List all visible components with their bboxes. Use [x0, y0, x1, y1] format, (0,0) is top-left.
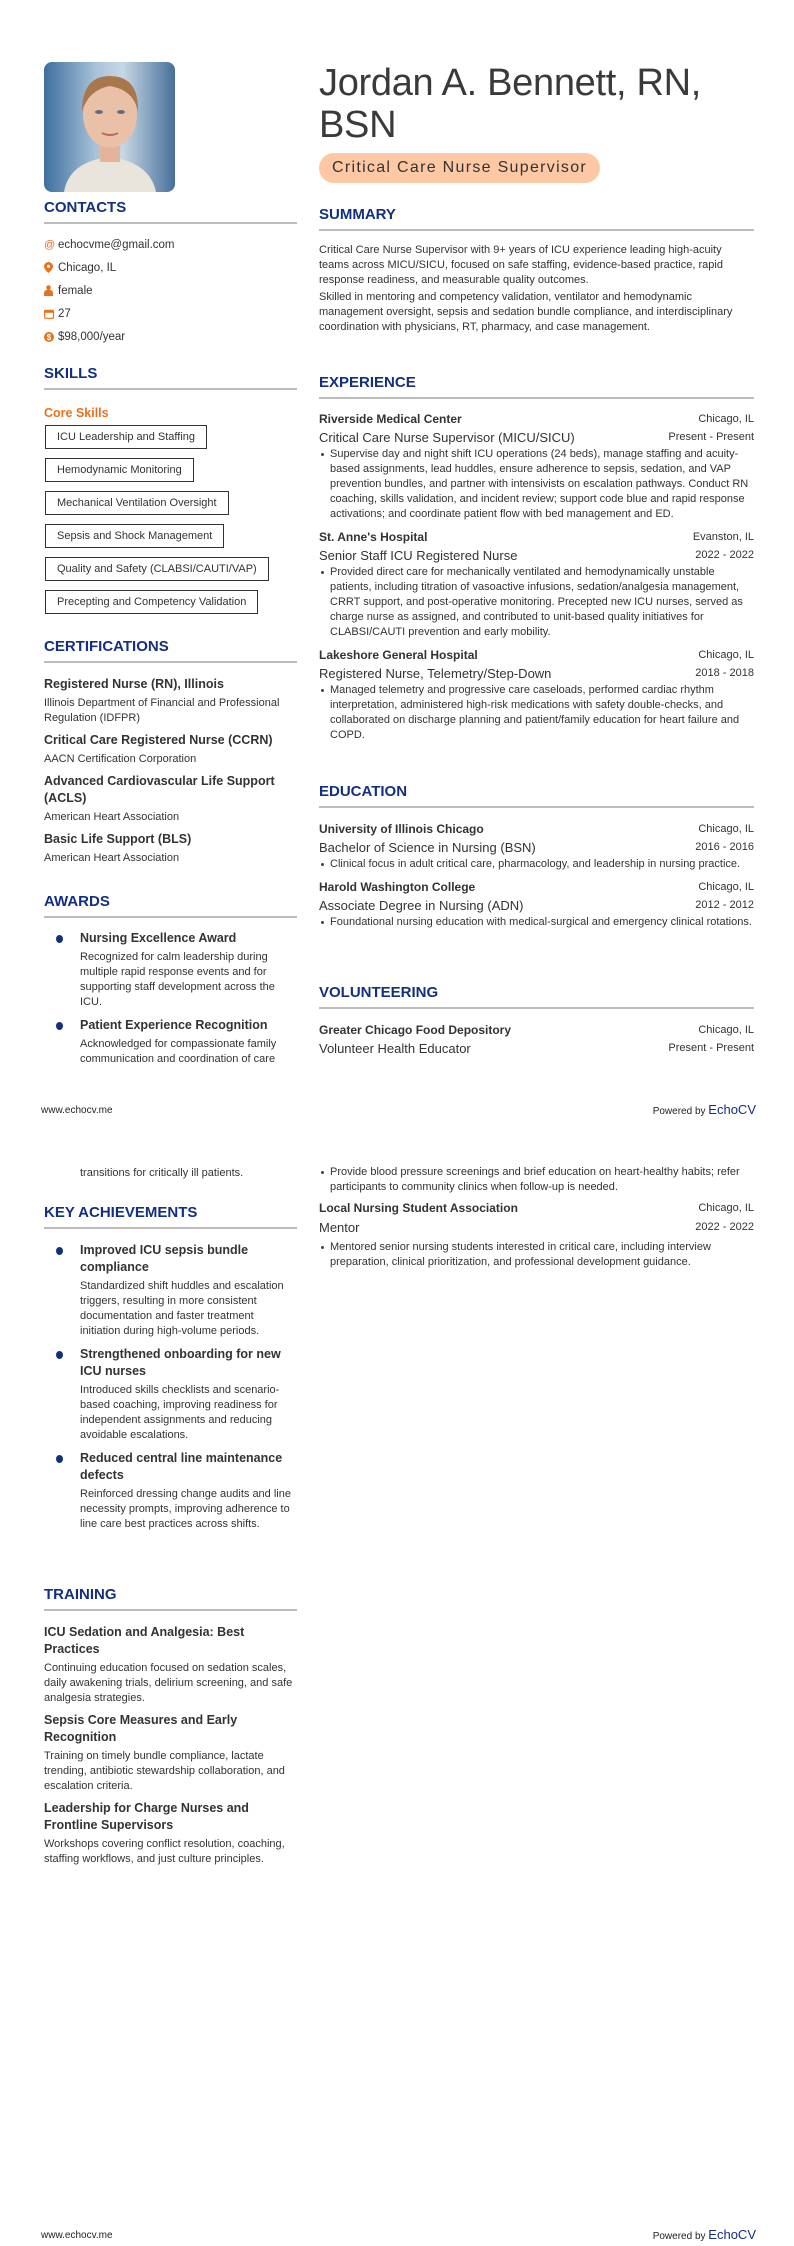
summary-paragraph: Critical Care Nurse Supervisor with 9+ years of ICU experience leading high-acuity teams across MICU/SICU, focused on safe staffing, evidence-based practice, rapid response readiness, and measurable quality outcomes.	[319, 244, 723, 286]
footer-powered-by	[653, 1102, 756, 1117]
entry-dates: 2018 - 2018	[695, 667, 754, 679]
bullet-item: Mentored senior nursing students interested in critical care, including interview preparation, clinical prioritization, and professional development guidance.	[319, 1240, 754, 1270]
experience-section	[319, 373, 754, 749]
dollar-icon	[44, 332, 58, 342]
bullet-item: Supervise day and night shift ICU operations (24 beds), manage staffing and acuity-based assignments, lead huddles, ensure adherence to sepsis, sedation, and VAP prevention bundles, and partner with intensivists on escalation pathways. Conduct RN coaching, skills validation, and incident review; support code blue and rapid response activations; and coordinate patient flow with bed management and ED.	[319, 447, 754, 522]
brand-logo: EchoCV	[708, 2227, 756, 2242]
entry-role: Critical Care Nurse Supervisor (MICU/SICU)	[319, 429, 575, 445]
certification-issuer: American Heart Association	[44, 852, 180, 864]
training-title: Leadership for Charge Nurses and Frontline Supervisors	[44, 1801, 249, 1832]
contact-item	[44, 233, 297, 256]
bullet-item: Managed telemetry and progressive care caseloads, performed cardiac rhythm interpretation, administered high-risk medications with safety double-checks, and collaborated on discharge planning and patient/family education for heart failure and COPD.	[319, 683, 754, 743]
volunteering-section	[319, 983, 754, 1063]
entry-location: Chicago, IL	[698, 413, 754, 425]
entry-dates: Present - Present	[668, 1042, 754, 1054]
experience-entry	[319, 410, 754, 522]
certification-title: Basic Life Support (BLS)	[44, 832, 192, 846]
training-item	[44, 1712, 297, 1794]
entry-org: Local Nursing Student Association	[319, 1201, 518, 1215]
certification-title: Registered Nurse (RN), Illinois	[44, 677, 224, 691]
entry-subheader	[319, 546, 754, 564]
achievements-item	[44, 1450, 297, 1532]
entry-location: Evanston, IL	[692, 531, 754, 543]
certification-title: Critical Care Registered Nurse (CCRN)	[44, 733, 273, 747]
bullet-item: Provided direct care for mechanically ventilated and hemodynamically unstable patients, including titration of vasoactive infusions, sedation/analgesia management, CRRT support, and post-operative monitoring. Precepted new ICU nurses, served as charge nurse as assigned, and contributed to unit-based quality initiatives for CLABSI/CAUTI prevention and early mobility.	[319, 565, 754, 640]
bullet-dot-icon	[56, 1351, 63, 1359]
certification-item	[44, 831, 297, 866]
certifications-section	[44, 637, 297, 872]
svg-text:$: $	[46, 332, 52, 342]
certification-title: Advanced Cardiovascular Life Support (ACLS)	[44, 774, 275, 805]
award-desc-continued: transitions for critically ill patients.	[80, 1167, 244, 1179]
awards-title: Nursing Excellence Award	[80, 931, 237, 945]
entry-location: Chicago, IL	[698, 881, 754, 893]
training-item	[44, 1800, 297, 1867]
bullet-dot-icon	[56, 1455, 63, 1463]
name-line-1: Jordan A. Bennett, RN,	[319, 62, 702, 104]
skill-tag: Hemodynamic Monitoring	[45, 458, 194, 482]
awards-desc: Acknowledged for compassionate family communication and coordination of care	[80, 1038, 277, 1065]
section-heading: TRAINING	[44, 1585, 297, 1611]
entry-dates: 2022 - 2022	[695, 1221, 754, 1233]
entry-location: Chicago, IL	[698, 823, 754, 835]
entry-dates: 2016 - 2016	[695, 841, 754, 853]
education-entry	[319, 878, 754, 930]
entry-role: Bachelor of Science in Nursing (BSN)	[319, 839, 536, 855]
entry-location: Chicago, IL	[698, 649, 754, 661]
contacts-section	[44, 198, 297, 348]
entry-org: St. Anne's Hospital	[319, 530, 428, 544]
achievements-desc: Reinforced dressing change audits and line necessity prompts, improving adherence to line care best practices across shifts.	[80, 1488, 291, 1530]
skill-tag: ICU Leadership and Staffing	[45, 425, 207, 449]
entry-header	[319, 410, 754, 428]
training-desc: Training on timely bundle compliance, lactate trending, antibiotic stewardship collaboration, and escalation criteria.	[44, 1750, 285, 1792]
bullet-dot-icon	[56, 1022, 63, 1030]
section-heading: AWARDS	[44, 892, 297, 918]
section-heading: EXPERIENCE	[319, 373, 754, 399]
training-title: ICU Sedation and Analgesia: Best Practices	[44, 1625, 245, 1656]
summary-section	[319, 205, 754, 337]
contact-item	[44, 279, 297, 302]
skill-tag: Quality and Safety (CLABSI/CAUTI/VAP)	[45, 557, 269, 581]
volunteering-continued	[319, 1165, 754, 1276]
bullet-item: Foundational nursing education with medical-surgical and emergency clinical rotations.	[319, 915, 754, 930]
training-section	[44, 1585, 297, 1873]
footer-site-link[interactable]: www.echocv.me	[41, 2230, 113, 2241]
achievements-desc: Introduced skills checklists and scenario-based coaching, improving readiness for independent assignments and reducing avoidable escalations.	[80, 1384, 280, 1441]
entry-header	[319, 1021, 754, 1039]
achievements-title: Improved ICU sepsis bundle compliance	[80, 1243, 249, 1274]
skill-tag: Precepting and Competency Validation	[45, 590, 258, 614]
bullet-item: Provide blood pressure screenings and brief education on heart-healthy habits; refer participants to community clinics when follow-up is needed.	[319, 1165, 754, 1195]
entry-dates: 2012 - 2012	[695, 899, 754, 911]
entry-subheader	[319, 428, 754, 446]
volunteering-entry	[319, 1021, 754, 1057]
entry-org: Riverside Medical Center	[319, 412, 462, 426]
achievements-title: Strengthened onboarding for new ICU nurses	[80, 1347, 281, 1378]
footer-site-link[interactable]: www.echocv.me	[41, 1105, 113, 1116]
certification-issuer: AACN Certification Corporation	[44, 753, 197, 765]
training-item	[44, 1624, 297, 1706]
achievements-item	[44, 1346, 297, 1443]
candidate-name	[319, 62, 701, 146]
training-desc: Continuing education focused on sedation scales, daily awakening trials, delirium screening, and safe analgesia strategies.	[44, 1662, 293, 1704]
contact-text: female	[58, 284, 93, 297]
portrait-image	[44, 62, 175, 192]
contact-item	[44, 302, 297, 325]
powered-by-label: Powered by	[652, 1106, 706, 1117]
key-achievements-section	[44, 1203, 297, 1539]
entry-role: Registered Nurse, Telemetry/Step-Down	[319, 665, 552, 681]
achievements-desc: Standardized shift huddles and escalation triggers, resulting in more consistent documentation and faster treatment initiation during high-volume periods.	[80, 1280, 284, 1337]
skill-tag: Mechanical Ventilation Oversight	[45, 491, 229, 515]
entry-dates: 2022 - 2022	[695, 549, 754, 561]
entry-dates: Present - Present	[668, 431, 754, 443]
entry-location: Chicago, IL	[698, 1024, 754, 1036]
entry-role: Associate Degree in Nursing (ADN)	[319, 897, 524, 913]
entry-role: Volunteer Health Educator	[319, 1040, 471, 1056]
volunteering-entry	[319, 1199, 754, 1270]
skill-group-label: Core Skills	[44, 406, 109, 420]
powered-by-label: Powered by	[652, 2231, 706, 2242]
certification-issuer: American Heart Association	[44, 811, 180, 823]
certification-issuer: Illinois Department of Financial and Professional Regulation (IDFPR)	[44, 697, 280, 724]
entry-org: Lakeshore General Hospital	[319, 648, 478, 662]
at-icon: @	[44, 238, 56, 251]
skill-tag: Sepsis and Shock Management	[45, 524, 224, 548]
awards-item	[44, 1017, 297, 1067]
certification-item	[44, 773, 297, 825]
section-heading: CONTACTS	[44, 198, 297, 224]
calendar-icon	[44, 309, 58, 319]
contact-text: 27	[58, 307, 71, 320]
contact-text: echocvme@gmail.com	[58, 238, 175, 251]
achievements-title: Reduced central line maintenance defects	[80, 1451, 283, 1482]
training-title: Sepsis Core Measures and Early Recognition	[44, 1713, 238, 1744]
name-line-2: BSN	[319, 104, 397, 146]
training-desc: Workshops covering conflict resolution, coaching, staffing workflows, and just culture principles.	[44, 1838, 285, 1865]
awards-item	[44, 930, 297, 1010]
entry-subheader	[319, 664, 754, 682]
entry-header	[319, 646, 754, 664]
section-heading: SUMMARY	[319, 205, 754, 231]
section-heading: EDUCATION	[319, 782, 754, 808]
entry-location: Chicago, IL	[698, 1202, 754, 1214]
skills-section	[44, 364, 297, 623]
entry-subheader	[319, 838, 754, 856]
entry-subheader	[319, 896, 754, 914]
experience-entry	[319, 528, 754, 640]
footer-powered-by	[653, 2227, 756, 2242]
profile-photo	[44, 62, 175, 192]
summary-paragraph: Skilled in mentoring and competency validation, ventilator and hemodynamic management oversight, sepsis and sedation bundle compliance, and interdisciplinary coordination with physicians, RT, pharmacy, and case management.	[319, 291, 733, 333]
certification-item	[44, 676, 297, 726]
experience-entry	[319, 646, 754, 743]
section-heading: SKILLS	[44, 364, 297, 390]
contact-item	[44, 325, 297, 348]
awards-section	[44, 892, 297, 1074]
bullet-dot-icon	[56, 1247, 63, 1255]
entry-role: Senior Staff ICU Registered Nurse	[319, 547, 518, 563]
achievements-item	[44, 1242, 297, 1339]
section-heading: KEY ACHIEVEMENTS	[44, 1203, 297, 1229]
contact-item	[44, 256, 297, 279]
education-entry	[319, 820, 754, 872]
location-pin-icon	[44, 262, 58, 273]
job-title-badge: Critical Care Nurse Supervisor	[319, 153, 600, 183]
certification-item	[44, 732, 297, 767]
entry-header	[319, 820, 754, 838]
education-section	[319, 782, 754, 936]
entry-subheader	[319, 1039, 754, 1057]
section-heading: CERTIFICATIONS	[44, 637, 297, 663]
section-heading: VOLUNTEERING	[319, 983, 754, 1009]
contact-text: $98,000/year	[58, 330, 126, 343]
awards-title: Patient Experience Recognition	[80, 1018, 268, 1032]
entry-header	[319, 878, 754, 896]
person-icon	[44, 285, 58, 296]
entry-org: University of Illinois Chicago	[319, 822, 484, 836]
entry-org: Harold Washington College	[319, 880, 476, 894]
entry-org: Greater Chicago Food Depository	[319, 1023, 512, 1037]
entry-header	[319, 528, 754, 546]
contact-text: Chicago, IL	[58, 261, 117, 274]
awards-desc: Recognized for calm leadership during multiple rapid response events and for supporting staff development across the ICU.	[80, 951, 275, 1008]
bullet-item: Clinical focus in adult critical care, pharmacology, and leadership in nursing practice.	[319, 857, 754, 872]
entry-role: Mentor	[319, 1219, 360, 1235]
bullet-dot-icon	[56, 935, 63, 943]
brand-logo: EchoCV	[708, 1102, 756, 1117]
